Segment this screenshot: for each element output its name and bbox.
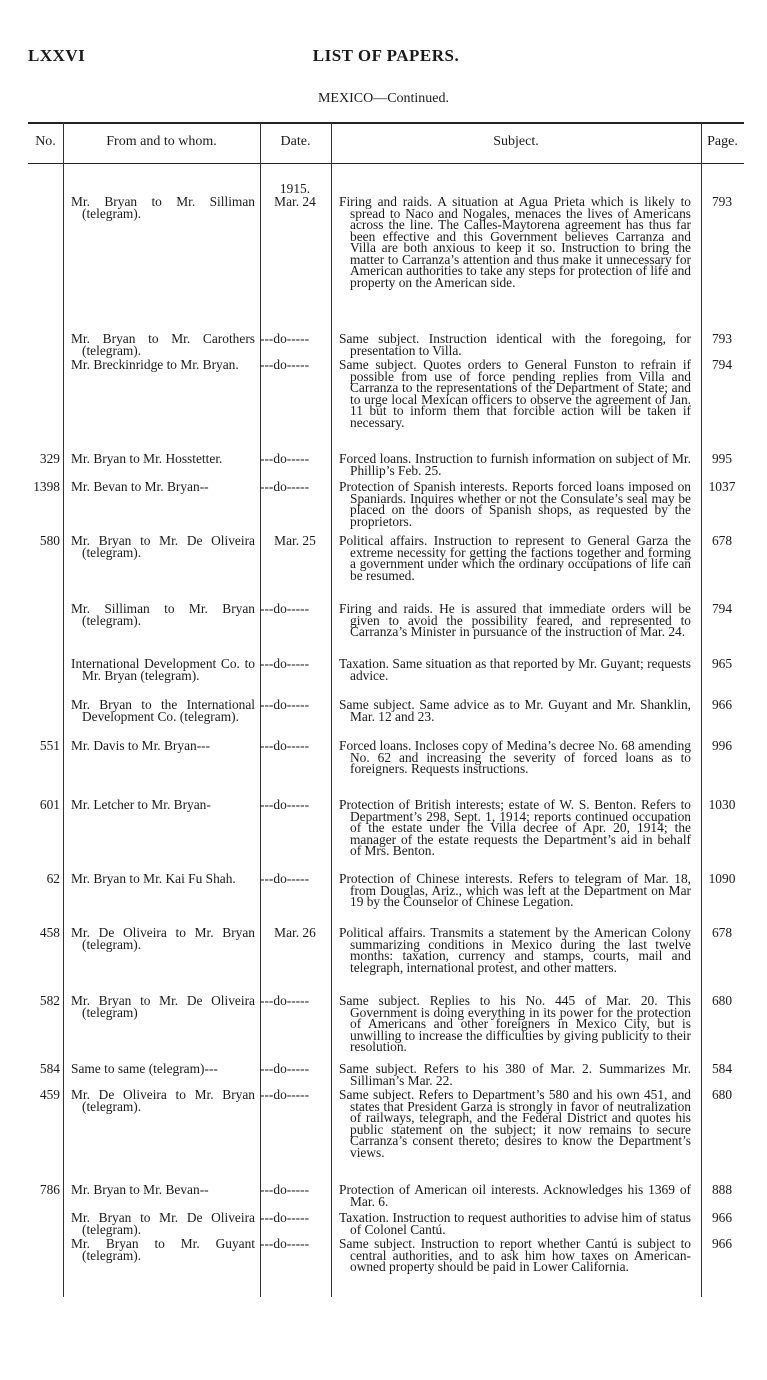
row-subject: Taxation. Same situation as that reported by Mr. Guyant; requests advice. [339, 656, 691, 683]
from-to-whom: Mr. Bryan to the International Development Co. (telegram). [71, 697, 255, 724]
section-subtitle: MEXICO—Continued. [317, 91, 450, 106]
row-number: 584 [39, 1061, 60, 1076]
row-page: 794 [711, 357, 733, 372]
row-subject: Protection of Chinese interests. Refers to telegram of Mar. 18, from Douglas, Ariz., which was left at the Department on Mar 19 by the Counselor of Chinese Legation. [339, 871, 691, 909]
row-page: 1030 [708, 797, 736, 812]
row-subject: Political affairs. Transmits a statement by the American Colony summarizing conditions in Mexico during the last twelve months: taxation, currency and stamps, courts, mail and telegraph, international protest, and other matters. [339, 925, 691, 975]
row-page: 888 [711, 1182, 733, 1197]
row-subject: Taxation. Instruction to request authorities to advise him of status of Colonel Cantú. [339, 1210, 691, 1237]
row-subject: Firing and raids. A situation at Agua Prieta which is likely to spread to Naco and Nogales, menaces the lives of Americans across the line. The Calles-Maytorena agreement has thus far been effective and this Government believes Carranza and Villa are both anxious to keep it so. Instruction to bring the matter to Carranza’s attention and thus make it unnecessary for American authorities to take any steps for protection of life and property on the American side. [339, 194, 691, 290]
row-subject: Same subject. Replies to his No. 445 of Mar. 20. This Government is doing everything in its power for the protection of Americans and other foreigners in Mexico City, but is unwilling to increase the difficulties by giving publicity to their resolution. [339, 993, 691, 1054]
from-to-whom: Same to same (telegram)--- [71, 1061, 218, 1076]
row-page: 1090 [708, 871, 736, 886]
from-to-whom: Mr. Bryan to Mr. Kai Fu Shah. [71, 871, 236, 886]
row-page: 794 [711, 601, 733, 616]
row-page: 966 [711, 1210, 733, 1225]
row-subject: Same subject. Refers to Department’s 580 and his own 451, and states that President Garza is strongly in favor of neutralization of railways, telegraph, and the Federal District and quotes his public statement on the subject; it now remains to secure Carranza’s consent thereto; desires to know the Department’s views. [339, 1087, 691, 1160]
column-divider [331, 122, 332, 1297]
row-date: ---do----- [260, 357, 310, 372]
row-page: 793 [711, 194, 733, 209]
row-date: ---do----- [260, 1061, 310, 1076]
row-page: 680 [711, 993, 733, 1008]
page-number: LXXVI [28, 46, 86, 65]
table-header-rule [28, 163, 744, 164]
row-page: 678 [711, 533, 733, 548]
row-subject: Protection of British interests; estate of W. S. Benton. Refers to Department’s 298, Sept. 1, 1914; reports continued occupation of the estate under the Villa decree of Apr. 20, 1914; the manager of the estate requests the Department’s aid in behalf of Mrs. Benton. [339, 797, 691, 858]
from-to-whom: Mr. Bryan to Mr. Carothers (telegram). [71, 331, 255, 358]
row-page: 678 [711, 925, 733, 940]
column-header-no: No. [35, 134, 56, 149]
row-subject: Forced loans. Incloses copy of Medina’s decree No. 68 amending No. 62 and increasing the severity of forced loans as to foreigners. Requests instructions. [339, 738, 691, 776]
row-subject: Same subject. Refers to his 380 of Mar. 2. Summarizes Mr. Silliman’s Mar. 22. [339, 1061, 691, 1088]
row-number: 1398 [33, 479, 60, 494]
row-date: Mar. 26 [274, 925, 316, 940]
row-subject: Forced loans. Instruction to furnish information on subject of Mr. Phillip’s Feb. 25. [339, 451, 691, 478]
column-divider [63, 122, 64, 1297]
page-title: LIST OF PAPERS. [312, 46, 460, 65]
from-to-whom: Mr. De Oliveira to Mr. Bryan (telegram). [71, 925, 255, 952]
from-to-whom: Mr. Davis to Mr. Bryan--- [71, 738, 211, 753]
table-top-rule [28, 122, 744, 124]
page-header [28, 46, 744, 70]
row-page: 995 [711, 451, 733, 466]
row-page: 793 [711, 331, 733, 346]
from-to-whom: Mr. Bryan to Mr. De Oliveira (telegram). [71, 533, 255, 560]
row-subject: Political affairs. Instruction to represent to General Garza the extreme necessity for getting the factions together and forming a government under which the ordinary occupations of life can be resumed. [339, 533, 691, 583]
row-date: ---do----- [260, 479, 310, 494]
column-header-date: Date. [280, 134, 311, 149]
row-number: 601 [39, 797, 60, 812]
from-to-whom: Mr. Bevan to Mr. Bryan-- [71, 479, 209, 494]
row-date: ---do----- [260, 601, 310, 616]
column-header-subject: Subject. [493, 134, 539, 149]
from-to-whom: Mr. Breckinridge to Mr. Bryan. [71, 357, 239, 372]
row-subject: Same subject. Same advice as to Mr. Guyant and Mr. Shanklin, Mar. 12 and 23. [339, 697, 691, 724]
row-page: 1037 [708, 479, 736, 494]
row-page: 996 [711, 738, 733, 753]
from-to-whom: Mr. Bryan to Mr. Hosstetter. [71, 451, 223, 466]
row-page: 584 [711, 1061, 733, 1076]
papers-table [28, 122, 744, 1297]
from-to-whom: Mr. Bryan to Mr. Guyant (telegram). [71, 1236, 255, 1263]
row-date: Mar. 24 [274, 194, 316, 209]
row-date: ---do----- [260, 1210, 310, 1225]
row-date: ---do----- [260, 656, 310, 671]
from-to-whom: Mr. Bryan to Mr. Silliman (telegram). [71, 194, 255, 221]
row-date: ---do----- [260, 1087, 310, 1102]
row-date: ---do----- [260, 738, 310, 753]
from-to-whom: Mr. Bryan to Mr. De Oliveira (telegram). [71, 1210, 255, 1237]
row-number: 62 [46, 871, 60, 886]
from-to-whom: Mr. De Oliveira to Mr. Bryan (telegram). [71, 1087, 255, 1114]
row-date: ---do----- [260, 451, 310, 466]
column-header-from-to: From and to whom. [106, 134, 217, 149]
row-page: 680 [711, 1087, 733, 1102]
row-number: 458 [39, 925, 60, 940]
row-page: 966 [711, 1236, 733, 1251]
row-number: 329 [39, 451, 60, 466]
row-page: 966 [711, 697, 733, 712]
row-subject: Protection of American oil interests. Acknowledges his 1369 of Mar. 6. [339, 1182, 691, 1209]
row-date: ---do----- [260, 1236, 310, 1251]
row-date: Mar. 25 [274, 533, 316, 548]
from-to-whom: Mr. Bryan to Mr. De Oliveira (telegram) [71, 993, 255, 1020]
row-subject: Protection of Spanish interests. Reports forced loans imposed on Spaniards. Inquires whether or not the Consulate’s seal may be placed on the doors of Spanish shops, as requested by the proprietors. [339, 479, 691, 529]
from-to-whom: Mr. Bryan to Mr. Bevan-- [71, 1182, 209, 1197]
row-subject: Same subject. Quotes orders to General Funston to refrain if possible from use of force pending replies from Villa and Carranza to the representations of the Department of State; and to urge local Mexican officers to observe the agreement of Jan. 11 but to inform them that forcible action will be taken if necessary. [339, 357, 691, 430]
row-date: ---do----- [260, 797, 310, 812]
from-to-whom: Mr. Silliman to Mr. Bryan (telegram). [71, 601, 255, 628]
row-date: ---do----- [260, 993, 310, 1008]
row-subject: Firing and raids. He is assured that immediate orders will be given to avoid the possibility feared, and represented to Carranza’s Minister in pursuance of the instruction of Mar. 24. [339, 601, 691, 639]
row-date: ---do----- [260, 871, 310, 886]
row-number: 580 [39, 533, 60, 548]
from-to-whom: Mr. Letcher to Mr. Bryan- [71, 797, 211, 812]
row-year: 1915. [279, 181, 311, 196]
row-number: 582 [39, 993, 60, 1008]
row-subject: Same subject. Instruction identical with the foregoing, for presentation to Villa. [339, 331, 691, 358]
column-header-page: Page. [707, 134, 738, 149]
row-number: 786 [39, 1182, 60, 1197]
row-number: 459 [39, 1087, 60, 1102]
row-subject: Same subject. Instruction to report whether Cantú is subject to central authorities, and to ask him how taxes on American-owned property should be paid in Lower California. [339, 1236, 691, 1274]
row-page: 965 [711, 656, 733, 671]
row-date: ---do----- [260, 331, 310, 346]
row-date: ---do----- [260, 697, 310, 712]
from-to-whom: International Development Co. to Mr. Bryan (telegram). [71, 656, 255, 683]
row-date: ---do----- [260, 1182, 310, 1197]
row-number: 551 [39, 738, 60, 753]
